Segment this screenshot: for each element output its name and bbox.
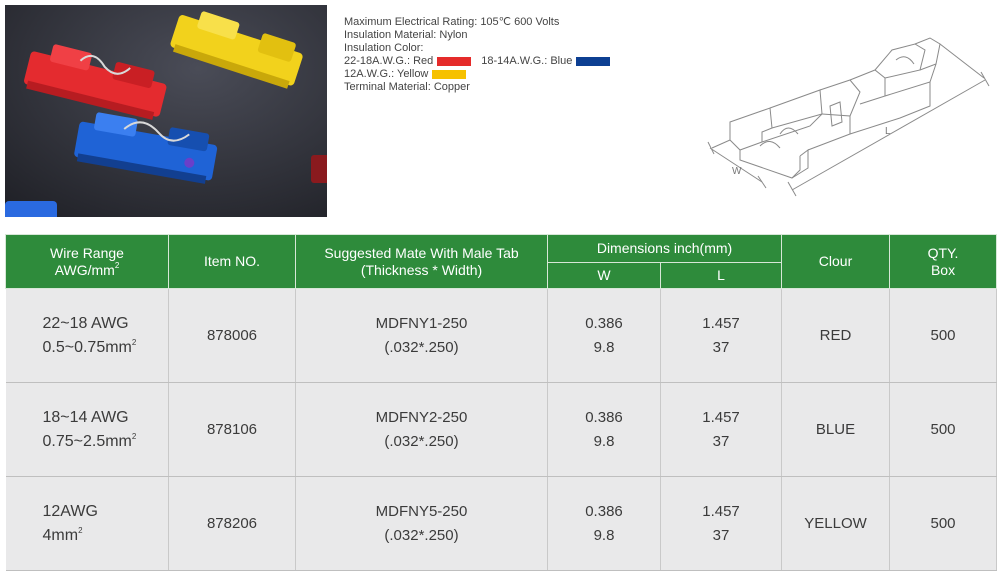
header-mate-line-2: (Thickness * Width) (360, 261, 483, 278)
cell-mate (296, 289, 548, 383)
cell-colour: RED (782, 289, 890, 383)
cell-awg: 22~18 AWG (42, 314, 129, 332)
header-colour: Clour (782, 235, 890, 289)
cell-wire-range (6, 477, 169, 571)
yellow-swatch (432, 70, 466, 79)
header-item-no: Item NO. (169, 235, 296, 289)
cell-l (661, 383, 782, 477)
header-qty-line-2: Box (930, 261, 956, 278)
spec-list (344, 16, 610, 94)
cell-wire-range (6, 383, 169, 477)
cell-mm: 4mm (42, 526, 79, 544)
table-row (6, 289, 997, 383)
spec-terminal-material: Terminal Material: Copper (344, 81, 470, 93)
header-wire-range-unit: AWG/mm (54, 261, 115, 278)
cell-mm-sup: 2 (78, 525, 83, 535)
cell-l (661, 477, 782, 571)
cell-w (548, 383, 661, 477)
color-red-label: 22-18A.W.G.: Red (344, 55, 434, 67)
cell-mate-dim: (.032*.250) (384, 432, 459, 450)
cell-mate-dim: (.032*.250) (384, 338, 459, 356)
table-row (6, 477, 997, 571)
length-dimension-line (788, 44, 989, 196)
cell-l-mm: 37 (712, 338, 730, 356)
cell-mate (296, 477, 548, 571)
cell-mm-sup: 2 (131, 431, 137, 441)
technical-drawing (700, 30, 990, 200)
cell-mate-part: MDFNY2-250 (375, 408, 468, 426)
spec-color-line-2 (344, 68, 610, 81)
cell-qty: 500 (890, 289, 997, 383)
cell-mate (296, 383, 548, 477)
cell-mm-sup: 2 (131, 337, 137, 347)
cell-awg: 12AWG (42, 502, 98, 520)
header-wire-range-title: Wire Range (50, 244, 124, 261)
color-yellow-label: 12A.W.G.: Yellow (344, 68, 429, 80)
cell-mate-part: MDFNY1-250 (375, 314, 468, 332)
cell-qty: 500 (890, 477, 997, 571)
spec-rating: Maximum Electrical Rating: 105℃ 600 Volts (344, 16, 560, 28)
cell-l-mm: 37 (712, 526, 730, 544)
cell-colour: BLUE (782, 383, 890, 477)
header-mate-line-1: Suggested Mate With Male Tab (324, 244, 519, 261)
cell-item-no: 878106 (169, 383, 296, 477)
header-qty-line-1: QTY. (927, 244, 959, 261)
header-l: L (661, 263, 782, 289)
cell-mate-part: MDFNY5-250 (375, 502, 468, 520)
header-wire-range (6, 235, 169, 289)
table-row (6, 383, 997, 477)
spec-insulation-color: Insulation Color: (344, 42, 424, 54)
spec-color-line-1 (344, 55, 610, 68)
cell-w-mm: 9.8 (593, 338, 615, 356)
cell-l-inch: 1.457 (702, 502, 740, 520)
cell-mm: 0.75~2.5mm (42, 432, 132, 450)
cell-mate-dim: (.032*.250) (384, 526, 459, 544)
cell-l-inch: 1.457 (702, 314, 740, 332)
header-suggested-mate (296, 235, 548, 289)
cell-item-no: 878006 (169, 289, 296, 383)
color-blue-label: 18-14A.W.G.: Blue (481, 55, 573, 67)
spec-insulation-material: Insulation Material: Nylon (344, 29, 468, 41)
cell-w (548, 289, 661, 383)
cell-mm: 0.5~0.75mm (42, 338, 132, 356)
cell-w-mm: 9.8 (593, 526, 615, 544)
spec-table (5, 234, 997, 571)
cell-l-inch: 1.457 (702, 408, 740, 426)
cell-w (548, 477, 661, 571)
cell-item-no: 878206 (169, 477, 296, 571)
cell-wire-range (6, 289, 169, 383)
cell-l-mm: 37 (712, 432, 730, 450)
cell-w-mm: 9.8 (593, 432, 615, 450)
length-label: L (885, 126, 891, 137)
width-label: W (732, 166, 742, 177)
cell-colour: YELLOW (782, 477, 890, 571)
cell-l (661, 289, 782, 383)
header-qty (890, 235, 997, 289)
cell-qty: 500 (890, 383, 997, 477)
header-dimensions: Dimensions inch(mm) (548, 235, 782, 263)
cell-awg: 18~14 AWG (42, 408, 129, 426)
cell-w-inch: 0.386 (585, 408, 623, 426)
header-w: W (548, 263, 661, 289)
header-wire-range-sup: 2 (114, 260, 120, 270)
cell-w-inch: 0.386 (585, 314, 623, 332)
product-photo (5, 5, 327, 217)
cell-w-inch: 0.386 (585, 502, 623, 520)
blue-swatch (576, 57, 610, 66)
red-swatch (437, 57, 471, 66)
